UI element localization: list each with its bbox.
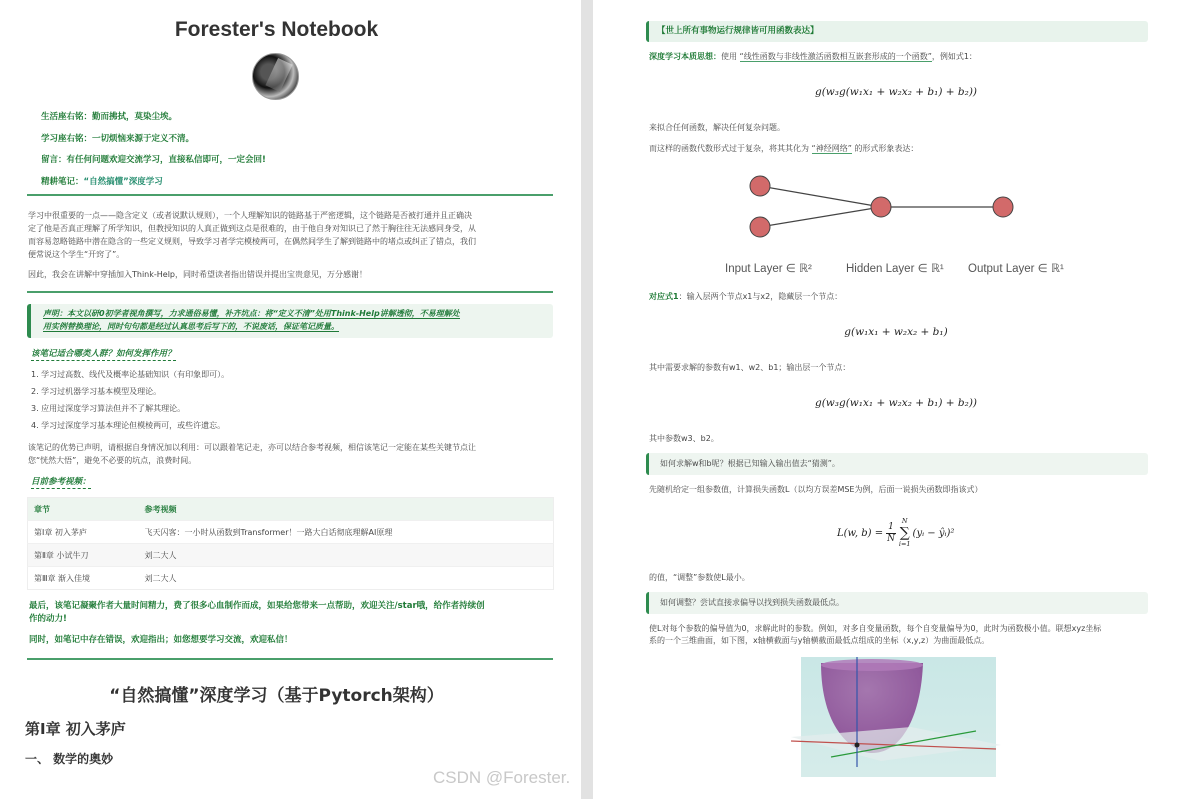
correspond-line — [649, 291, 842, 303]
list-item: 3. 应用过深度学习算法但并不了解其理论。 — [31, 404, 186, 413]
minimum-point — [855, 743, 860, 748]
formula-3: g(w₃g(w₁x₁ + w₂x₂ + b₁) + b₂)) — [814, 397, 978, 409]
table-row — [28, 544, 554, 567]
essence-post: ，例如式1： — [931, 52, 977, 61]
notes-link[interactable]: “自然搞懂”深度学习 — [83, 177, 163, 187]
table-cell: 第Ⅱ章 小试牛刀 — [28, 544, 139, 567]
chapter-heading: 第Ⅰ章 初入茅庐 — [25, 720, 126, 738]
audience-heading: 该笔记适合哪类人群？如何发挥作用？ — [31, 349, 176, 359]
audience-tail-line: 该笔记的优势已声明，请根据自身情况加以利用：可以跟着笔记走，亦可以结合参考视频，相信该笔记一定能在某些关键节点让 — [28, 443, 476, 452]
refs-heading: 目前参考视频： — [31, 477, 91, 487]
correspond-text: ：输入层两个节点x1与x2，隐藏层一个节点： — [678, 292, 843, 301]
disclaimer-callout — [27, 304, 553, 338]
table-cell[interactable]: 刘二大人 — [139, 544, 554, 567]
table-header: 参考视频 — [139, 498, 554, 521]
sum-sign: ∑ — [899, 525, 910, 541]
input-node — [750, 217, 770, 237]
table-header: 章节 — [28, 498, 139, 521]
input-node — [750, 176, 770, 196]
study-motto: 学习座右铭：一切烦恼来源于定义不清。 — [41, 134, 195, 144]
adjust-text: 的值，“调整”参数使L最小。 — [649, 573, 750, 582]
correspond-label: 对应式1 — [649, 292, 679, 301]
callout-line: 声明：本文以研0初学者视角撰写，力求通俗易懂，补齐坑点：将“定义不清”处用Think-Help讲解透彻，不易理解处 — [43, 309, 460, 318]
table-cell[interactable]: 刘二大人 — [139, 567, 554, 590]
audience-tail-line: 您“恍然大悟”，避免不必要的坑点，浪费时间。 — [28, 456, 197, 465]
section-divider — [27, 658, 553, 660]
derivative-line: 系的一个三维曲面，如下图，x轴横截面与y轴横截面最低点组成的坐标（x,y,z）为曲面最低点。 — [649, 636, 990, 645]
closing-line: 作的动力! — [29, 614, 67, 624]
table-header-row — [28, 498, 554, 521]
loss-sum — [899, 517, 911, 549]
table-row — [28, 521, 554, 544]
section-divider — [27, 194, 553, 196]
section-divider — [27, 291, 553, 293]
loss-fraction — [886, 522, 896, 545]
hint-callout-2: 如何调整？尝试直接求偏导以找到损失函数最低点。 — [646, 592, 1148, 614]
derivative-paragraph — [649, 623, 1149, 647]
essence-line — [649, 51, 977, 63]
neural-network-diagram — [723, 170, 1023, 240]
document-title: Forester's Notebook — [174, 18, 379, 41]
notes-line — [41, 175, 163, 187]
page-gap — [581, 0, 593, 799]
intro-line: 定了他是否真正理解了所学知识，但教授知识的人真正做到这点是很难的，由于他自身对知识已了然于胸往往无法感同身受，从 — [28, 224, 476, 233]
notes-label: 精耕笔记： — [41, 177, 84, 187]
loss-text: 先随机给定一组参数值，计算损失函数L（以均方误差MSE为例，后面一说损失函数即指该式） — [649, 485, 983, 494]
table-cell[interactable]: 飞天闪客：一小时从函数到Transformer！一路大白话彻底理解AI原理 — [139, 521, 554, 544]
network-intro-post: 的形式形象表达： — [854, 144, 919, 153]
surface-rim — [821, 659, 923, 671]
sum-upper: N — [901, 517, 908, 525]
hint-callout-1: 如何求解w和b呢？根据已知输入输出值去“猜测”。 — [646, 453, 1148, 475]
fit-text: 来拟合任何函数，解决任何复杂问题。 — [649, 123, 785, 132]
section-heading: 一、 数学的奥妙 — [25, 752, 114, 766]
table-cell: 第Ⅲ章 渐入佳境 — [28, 567, 139, 590]
intro-line: 学习中很重要的一点——隐含定义（或者说默认规则），一个人理解知识的链路基于严密逻辑，这个链路是否被打通并且正确决 — [28, 211, 472, 220]
intro-tail: 因此，我会在讲解中穿插加入Think-Help，同时希望读者指出错误并提出宝贵意见，万分感谢！ — [28, 270, 368, 279]
hidden-node — [871, 197, 891, 217]
connection-edge — [760, 207, 881, 227]
formula-2: g(w₁x₁ + w₂x₂ + b₁) — [844, 326, 948, 338]
essence-pre: 使用 — [721, 52, 737, 61]
fraction-numerator: 1 — [888, 521, 894, 532]
network-intro — [649, 143, 918, 155]
formula-1: g(w₃g(w₁x₁ + w₂x₂ + b₁) + b₂)) — [814, 86, 978, 98]
audience-tail — [28, 441, 548, 467]
closing-note-2: 同时，如笔记中存在错误，欢迎指出；如您想要学习交流，欢迎私信！ — [29, 635, 293, 645]
loss-formula — [837, 515, 954, 551]
connection-edge — [760, 186, 881, 207]
derivative-line: 使L对每个参数的偏导值为0，求解此时的参数。例如，对多自变量函数，每个自变量偏导为0，此时为函数极小值。联想xyz坐标 — [649, 624, 1102, 633]
list-item: 1. 学习过高数、线代及概率论基础知识（有印象即可）。 — [31, 370, 230, 379]
input-layer-label: Input Layer ∈ ℝ² — [725, 263, 812, 275]
list-item: 4. 学习过深度学习基本理论但模棱两可，或些许遗忘。 — [31, 421, 226, 430]
right-page — [593, 0, 1199, 799]
loss-left: L(w, b) = — [837, 527, 884, 539]
network-intro-pre: 而这样的函数代数形式过于复杂，将其其化为 — [649, 144, 809, 153]
message-note: 留言：有任何问题欢迎交流学习，直接私信即可，一定会回! — [41, 155, 266, 165]
closing-note — [29, 600, 549, 626]
author-avatar — [252, 53, 299, 100]
loss-body: (yᵢ − ŷᵢ)² — [912, 527, 955, 539]
principle-banner: 【世上所有事物运行规律皆可用函数表达】 — [646, 21, 1148, 42]
sum-lower: i=1 — [898, 540, 911, 548]
list-item: 2. 学习过机器学习基本模型及理论。 — [31, 387, 162, 396]
table-cell: 第Ⅰ章 初入茅庐 — [28, 521, 139, 544]
life-motto: 生活座右铭：勤而拂拭，莫染尘埃。 — [41, 112, 178, 122]
essence-highlight: “线性函数与非线性激活函数相互嵌套形成的一个函数” — [739, 52, 932, 61]
reference-table — [27, 497, 554, 590]
3d-surface-plot — [791, 657, 1001, 777]
output-layer-label: Output Layer ∈ ℝ¹ — [968, 263, 1064, 275]
article-heading: “自然搞懂”深度学习（基于Pytorch架构） — [109, 686, 444, 706]
intro-line: 便常说这个学生“开窍了”。 — [28, 250, 125, 259]
watermark: CSDN @Forester. — [433, 768, 571, 787]
intro-paragraph — [28, 209, 548, 261]
left-page — [0, 0, 581, 799]
closing-line: 最后，该笔记凝聚作者大量时间精力，费了很多心血制作而成，如果给您带来一点帮助，欢迎关注/star哦，给作者持续创 — [29, 601, 485, 611]
network-term: “神经网络” — [811, 144, 852, 153]
params-text-2: 其中参数w3、b2。 — [649, 434, 719, 443]
table-row — [28, 567, 554, 590]
hidden-layer-label: Hidden Layer ∈ ℝ¹ — [846, 263, 944, 275]
audience-list — [31, 369, 229, 437]
fraction-denominator: N — [887, 533, 895, 544]
callout-line: 用实例替换理论，同时句句都是经过认真思考后写下的，不说废话，保证笔记质量。 — [43, 322, 339, 331]
intro-line: 而容易忽略链路中潜在隐含的一些定义规则，导致学习者学完模棱两可，在偶然间学生了解到链路中的堵点或纠正了错点，我们 — [28, 237, 476, 246]
output-node — [993, 197, 1013, 217]
params-text-1: 其中需要求解的参数有w1、w2、b1；输出层一个节点： — [649, 363, 851, 372]
essence-label: 深度学习本质思想： — [649, 52, 721, 61]
